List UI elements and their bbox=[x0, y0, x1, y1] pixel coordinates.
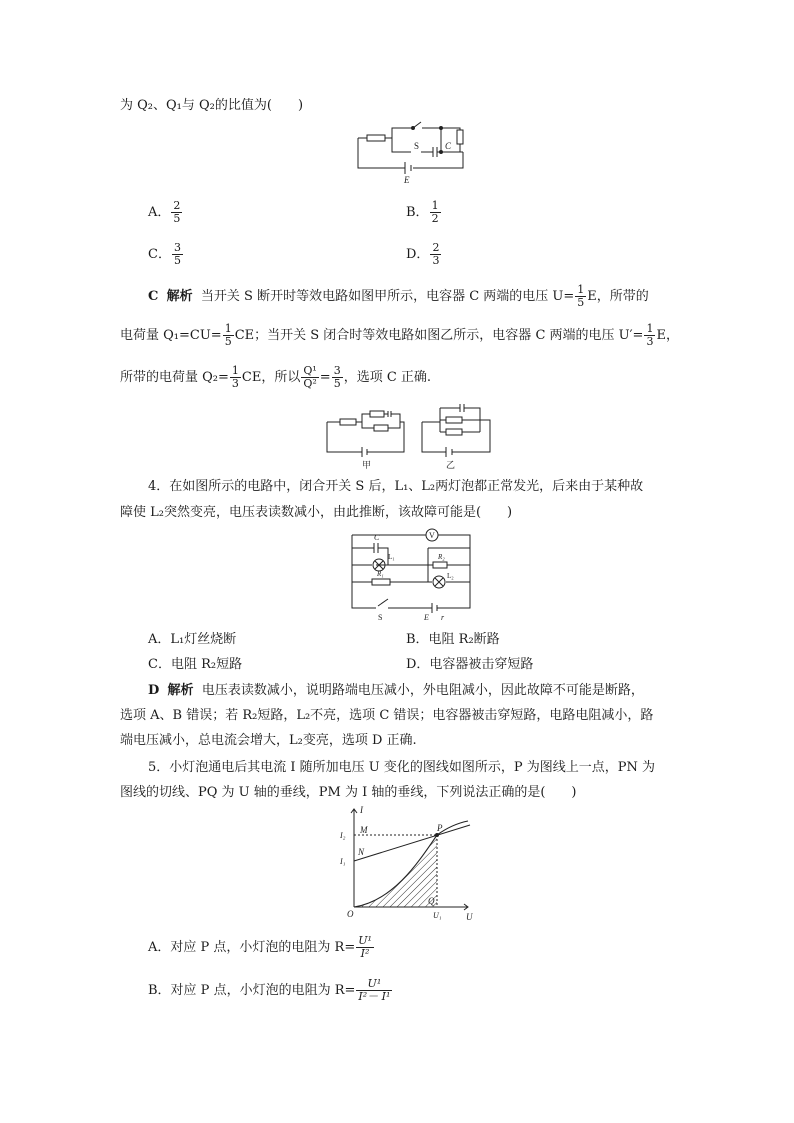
q5-option-b: B．对应 P 点，小灯泡的电阻为 R= $\frac{\text{U¹}}{\text{I²－ I¹}}$ bbox=[148, 977, 391, 1003]
q4-emf-label: E bbox=[424, 613, 429, 622]
q5-option-a: A．对应 P 点，小灯泡的电阻为 R= $\frac{\text{U¹}}{\text{I²}}$ bbox=[148, 934, 372, 960]
q5-tick-i2-label: I₂ bbox=[340, 831, 346, 840]
q3-analysis-line-3: 所带的电荷量 Q₂= $\frac{1}{3}$ CE，所以 $\frac{\text{Q¹}}{\text{Q²}}$ = $\frac{3}{5}$ ，选项 C 正确. bbox=[120, 364, 432, 390]
q4-analysis-line-2: 选项 A、B 错误；若 R₂短路，L₂不亮，选项 C 错误；电容器被击穿短路，电路电阻减小，路 bbox=[120, 708, 654, 723]
q3-fig-jia-label: 甲 bbox=[362, 460, 372, 470]
q3-equivalent-circuits bbox=[322, 402, 497, 472]
q5-origin-label: O bbox=[347, 909, 354, 919]
q3-option-d: D． $\frac{2}{3}$ bbox=[406, 241, 440, 267]
q3-option-a: A． $\frac{2}{5}$ bbox=[148, 199, 181, 225]
q5-stem-line-1: 5．小灯泡通电后其电流 I 随所加电压 U 变化的图线如图所示，P 为图线上一点，PN 为 bbox=[148, 760, 656, 775]
q4-analysis-line-1: D 解析 电压表读数减小，说明路端电压减小，外电阻减小，因此故障不可能是断路， bbox=[148, 683, 644, 698]
q5-stem-line-2: 图线的切线、PQ 为 U 轴的垂线，PM 为 I 轴的垂线，下列说法正确的是( ) bbox=[120, 785, 577, 800]
q4-l1-label: L₁ bbox=[388, 553, 395, 561]
q4-option-c: C．电阻 R₂短路 bbox=[148, 657, 243, 672]
q4-option-b: B．电阻 R₂断路 bbox=[406, 632, 500, 647]
q4-analysis-line-3: 端电压减小，总电流会增大，L₂变亮，选项 D 正确. bbox=[120, 733, 417, 748]
q4-option-d: D．电容器被击穿短路 bbox=[406, 657, 534, 672]
q3-circuit-diagram bbox=[355, 118, 470, 186]
q5-iu-graph bbox=[338, 803, 480, 921]
q3-answer: C bbox=[148, 289, 159, 304]
q4-stem-line-2: 障使 L₂突然变亮，电压表读数减小，由此推断，该故障可能是( ) bbox=[120, 505, 513, 520]
q3-option-b: B． $\frac{1}{2}$ bbox=[406, 199, 439, 225]
q3-cap-label: C bbox=[445, 141, 452, 151]
q4-r1-label: R₁ bbox=[377, 570, 384, 578]
q4-circuit-diagram bbox=[348, 528, 474, 624]
q5-point-m-label: M bbox=[360, 825, 368, 835]
q4-r-label: r bbox=[441, 613, 445, 622]
q4-l2-label: L₂ bbox=[447, 572, 454, 580]
q3-emf-label: E bbox=[404, 175, 410, 185]
q5-point-n-label: N bbox=[358, 847, 365, 857]
q4-voltmeter-label: V bbox=[429, 531, 435, 540]
q5-tick-u1-label: U₁ bbox=[433, 911, 442, 920]
q5-axis-u-label: U bbox=[466, 912, 473, 921]
q4-option-a: A．L₁灯丝烧断 bbox=[148, 632, 237, 647]
q5-axis-i-label: I bbox=[360, 805, 363, 815]
q3-switch-label: S bbox=[414, 141, 420, 151]
q5-tick-i1-label: I₁ bbox=[340, 857, 346, 866]
q3-stem-end: 为 Q₂、Q₁与 Q₂的比值为( ) bbox=[120, 98, 304, 113]
q3-analysis-line-1: C 解析 当开关 S 断开时等效电路如图甲所示，电容器 C 两端的电压 U= $\frac{1}{5}$ E，所带的 bbox=[148, 283, 649, 309]
q3-analysis-line-2: 电荷量 Q₁=CU= $\frac{1}{5}$ CE；当开关 S 闭合时等效电路如图乙所示，电容器 C 两端的电压 U′= $\frac{1}{3}$ E， bbox=[120, 322, 679, 348]
q4-stem-line-1: 4．在如图所示的电路中，闭合开关 S 后，L₁、L₂两灯泡都正常发光，后来由于某种故 bbox=[148, 479, 644, 494]
q5-point-p-label: P bbox=[437, 823, 443, 833]
q5-point-q-label: Q bbox=[428, 896, 435, 906]
q3-option-c: C． $\frac{3}{5}$ bbox=[148, 241, 181, 267]
q4-switch-label: S bbox=[378, 613, 383, 622]
q4-cap-label: C bbox=[374, 533, 380, 542]
q3-fig-yi-label: 乙 bbox=[446, 460, 456, 470]
q4-answer: D bbox=[148, 683, 160, 698]
q4-r2-label: R₂ bbox=[438, 553, 445, 561]
